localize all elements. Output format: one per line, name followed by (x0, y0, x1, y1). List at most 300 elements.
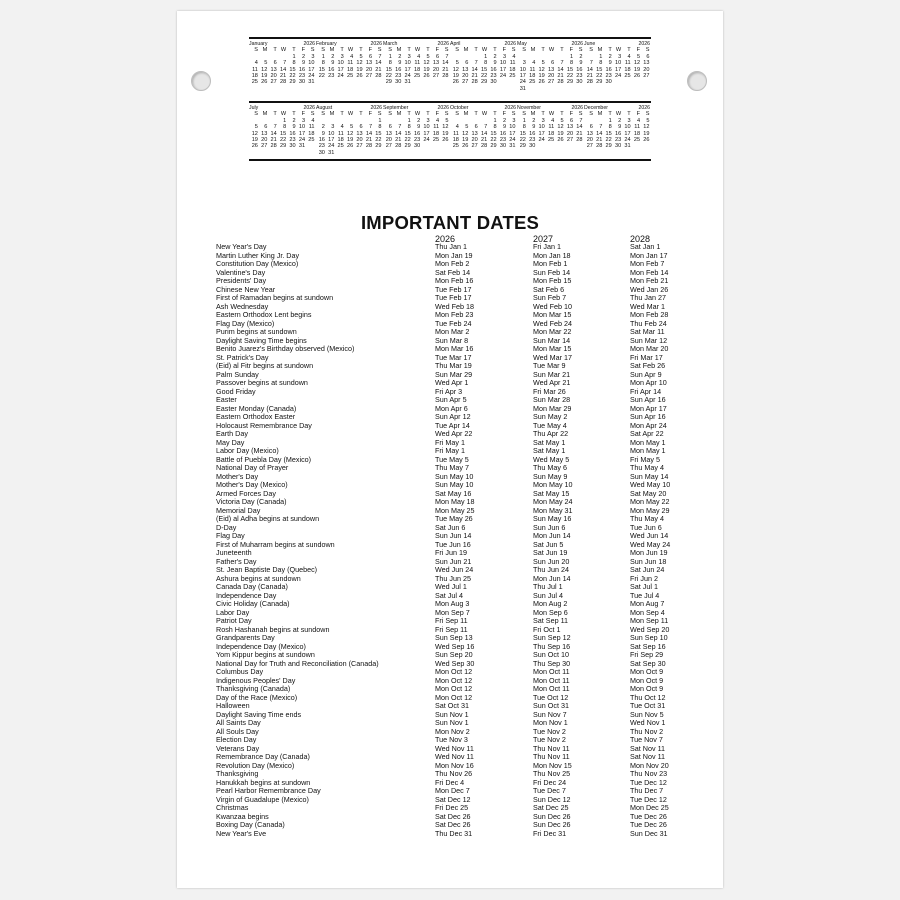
day-number: 20 (385, 137, 392, 144)
day-number: 19 (356, 66, 363, 73)
date-2027: Sun Dec 12 (533, 794, 571, 804)
date-2028: Wed Sep 20 (630, 624, 670, 634)
day-number: 1 (378, 117, 382, 124)
day-number: 10 (404, 60, 411, 67)
holiday-name: Yom Kippur begins at sundown (216, 650, 315, 659)
holiday-name: First of Muharram begins at sundown (216, 539, 335, 549)
day-number: 8 (608, 124, 612, 131)
date-2026: Mon Oct 12 (435, 667, 473, 676)
day-number: 22 (566, 73, 574, 80)
day-number: 30 (576, 79, 583, 86)
week-row (450, 143, 516, 149)
weekday-letter: S (321, 111, 325, 118)
date-2026: Thu Jan 1 (435, 242, 467, 251)
day-number: 26 (557, 137, 564, 144)
day-number: 19 (423, 66, 430, 73)
date-2026: Fri Dec 25 (435, 803, 469, 812)
day-number: 16 (490, 66, 497, 73)
day-number: 14 (279, 66, 287, 73)
weekday-letter: M (463, 47, 469, 54)
weekday-letter: T (426, 111, 430, 118)
holiday-name: Thanksgiving (Canada) (216, 684, 291, 693)
day-number: 10 (509, 124, 516, 131)
date-2027: Mon Feb 1 (533, 259, 568, 268)
day-number: 7 (273, 124, 277, 131)
day-number: 5 (465, 124, 469, 131)
day-number: 8 (569, 60, 574, 67)
day-number: 17 (308, 66, 315, 73)
day-number: 23 (576, 73, 583, 80)
date-2027: Mon May 10 (533, 480, 573, 489)
day-number (574, 143, 583, 149)
weekday-letter: T (560, 47, 564, 54)
weekday-letter: M (262, 111, 268, 118)
day-number: 28 (442, 73, 449, 80)
day-number: 22 (375, 137, 382, 144)
weekday-letter: F (636, 111, 641, 118)
day-number (641, 143, 650, 149)
day-number (497, 79, 506, 85)
day-number: 17 (614, 66, 622, 73)
date-2028: Fri Jun 2 (630, 573, 658, 583)
date-2027: Tue Dec 7 (533, 786, 566, 795)
day-number: 12 (462, 130, 469, 137)
day-number: 14 (596, 130, 603, 137)
day-number: 17 (423, 130, 430, 137)
date-2028: Sat Sep 30 (630, 658, 666, 668)
day-number: 20 (643, 66, 650, 73)
day-number: 13 (586, 130, 593, 137)
month-year: 2026 (303, 41, 315, 47)
week-row (383, 143, 449, 149)
year-header-2027: 2027 (533, 234, 554, 244)
date-2027: Thu Apr 22 (533, 429, 569, 438)
day-number (631, 79, 640, 85)
holiday-name: Passover begins at sundown (216, 378, 308, 387)
day-number: 25 (529, 79, 536, 86)
month-september (383, 105, 449, 150)
holiday-name: Pearl Harbor Remembrance Day (216, 786, 321, 795)
day-number: 8 (407, 124, 411, 131)
day-number: 7 (378, 53, 382, 60)
day-number: 7 (474, 60, 478, 67)
day-number: 18 (509, 66, 516, 73)
day-number: 18 (452, 137, 459, 144)
day-number: 14 (375, 60, 382, 67)
date-2028: Sun Nov 5 (630, 709, 664, 719)
date-2027: Mon Aug 2 (533, 599, 568, 608)
date-2027: Mon Oct 11 (533, 675, 570, 685)
day-number: 12 (557, 124, 564, 131)
day-number: 4 (455, 124, 459, 131)
day-number: 21 (576, 130, 583, 137)
date-2028: Mon Aug 7 (630, 599, 665, 608)
day-number: 19 (442, 130, 449, 137)
day-number (612, 79, 621, 85)
day-number: 21 (375, 66, 382, 73)
day-number: 3 (340, 53, 344, 60)
day-number: 23 (605, 73, 612, 80)
day-number: 1 (321, 53, 325, 60)
day-number: 15 (519, 130, 526, 137)
date-2027: Mon May 24 (533, 497, 573, 506)
day-number: 22 (385, 73, 392, 80)
day-number: 2 (608, 53, 612, 60)
day-number: 31 (509, 143, 516, 150)
day-number: 14 (586, 66, 593, 73)
day-number: 30 (614, 143, 622, 150)
day-number: 26 (442, 137, 449, 144)
weekday-letter: T (627, 47, 631, 54)
date-2028: Thu Dec 7 (630, 786, 664, 795)
date-2027: Sun Nov 7 (533, 709, 567, 719)
day-number: 19 (452, 73, 459, 80)
date-2026: Wed Apr 1 (435, 378, 469, 387)
month-july (249, 105, 315, 150)
weekday-letter: S (377, 111, 382, 118)
day-number: 24 (614, 73, 622, 80)
day-number: 26 (356, 73, 363, 80)
day-number: 10 (308, 60, 315, 67)
day-number: 11 (453, 130, 459, 137)
day-number: 20 (586, 137, 593, 144)
day-number: 30 (605, 79, 612, 86)
day-number: 20 (462, 73, 469, 80)
day-number: 1 (283, 117, 287, 124)
holiday-name: Martin Luther King Jr. Day (216, 250, 300, 260)
day-number: 23 (328, 73, 335, 80)
weekday-letter: T (340, 111, 344, 118)
date-2026: Tue Apr 14 (435, 420, 470, 430)
date-2026: Mon Oct 12 (435, 692, 473, 702)
date-2027: Sun Dec 26 (533, 811, 571, 821)
day-number: 2 (618, 117, 622, 124)
date-2026: Tue Mar 17 (435, 352, 472, 362)
weekday-letter: T (493, 111, 497, 118)
weekday-letter: M (396, 111, 402, 118)
day-number: 1 (388, 53, 392, 60)
weekday-letter: M (530, 111, 536, 118)
day-number: 11 (634, 124, 641, 131)
date-2028: Mon Feb 7 (630, 259, 665, 268)
day-number: 25 (509, 73, 516, 80)
day-number: 13 (356, 130, 363, 137)
day-number: 16 (289, 130, 296, 137)
day-number: 6 (569, 117, 574, 124)
day-number: 11 (337, 130, 344, 137)
day-number: 7 (589, 60, 593, 67)
day-number: 13 (365, 60, 373, 67)
day-number: 21 (480, 137, 488, 144)
weekday-letter: T (273, 47, 277, 54)
day-number: 18 (633, 130, 641, 137)
month-year: 2026 (437, 41, 449, 47)
holiday-name: Purim begins at sundown (216, 327, 297, 336)
date-2028: Mon Oct 9 (630, 684, 664, 693)
date-2028: Sat Nov 11 (630, 743, 666, 753)
day-number (555, 86, 564, 92)
date-2027: Sun Feb 7 (533, 293, 567, 302)
date-2026: Mon Oct 12 (435, 684, 473, 693)
day-number: 11 (347, 60, 354, 67)
date-2027: Tue May 4 (533, 420, 567, 430)
day-number: 11 (529, 66, 536, 73)
date-2026: Wed Feb 18 (435, 301, 475, 311)
holiday-name: Memorial Day (216, 505, 261, 515)
day-number: 29 (385, 79, 392, 86)
day-number: 27 (270, 79, 277, 86)
date-2028: Fri May 5 (630, 454, 660, 464)
date-2027: Thu May 6 (533, 463, 567, 472)
binder-hole-left (191, 71, 211, 91)
day-number: 24 (624, 137, 631, 144)
date-2028: Sun Sep 10 (630, 633, 668, 642)
day-number: 25 (547, 137, 555, 144)
day-number: 12 (538, 66, 545, 73)
holiday-name: Battle of Puebla Day (Mexico) (216, 454, 312, 464)
day-number: 6 (474, 124, 478, 131)
day-number: 23 (395, 73, 402, 80)
date-2026: Wed Jun 24 (435, 565, 474, 574)
date-2027: Thu Sep 30 (533, 658, 571, 668)
day-number: 2 (331, 53, 335, 60)
day-number: 28 (270, 143, 277, 150)
date-2026: Tue May 26 (435, 514, 473, 523)
day-number: 5 (426, 53, 430, 60)
day-number: 15 (490, 130, 497, 137)
date-2028: Sat Sep 16 (630, 641, 666, 651)
calendar-row-jan-jun (249, 37, 651, 101)
month-name: October (450, 105, 469, 111)
date-2028: Thu May 4 (630, 463, 664, 472)
holiday-name: Daylight Saving Time begins (216, 335, 307, 345)
day-number: 27 (385, 143, 392, 150)
month-name: March (383, 41, 398, 47)
day-number: 19 (462, 137, 469, 144)
day-number: 2 (292, 117, 296, 124)
day-number: 30 (499, 143, 507, 150)
date-2028: Sun Apr 16 (630, 412, 666, 421)
day-number: 5 (264, 60, 268, 67)
day-number: 18 (337, 137, 344, 144)
day-number: 30 (490, 79, 497, 86)
date-2027: Mon Jan 18 (533, 250, 571, 260)
date-2027: Fri Dec 24 (533, 777, 567, 787)
day-number: 24 (509, 137, 516, 144)
day-number: 16 (328, 66, 335, 73)
weekday-letter: T (426, 47, 430, 54)
day-number (564, 143, 573, 149)
year-header-2028: 2028 (630, 234, 651, 244)
day-number (555, 143, 564, 149)
day-number: 19 (346, 137, 354, 144)
date-2026: Tue Feb 17 (435, 293, 472, 302)
date-2028: Mon Oct 9 (630, 675, 664, 685)
day-number: 29 (404, 143, 411, 150)
date-2027: Sun Feb 14 (533, 267, 571, 277)
day-number: 3 (618, 53, 622, 60)
day-number: 3 (426, 117, 430, 124)
day-number: 8 (484, 60, 488, 67)
day-number: 16 (605, 66, 612, 73)
day-number: 10 (328, 130, 335, 137)
day-number: 14 (471, 66, 478, 73)
day-number: 3 (502, 53, 507, 60)
day-number: 13 (270, 66, 277, 73)
day-number: 30 (529, 143, 536, 150)
month-year: 2026 (437, 105, 449, 111)
holiday-name: Mother's Day (Mexico) (216, 480, 288, 489)
date-2028: Sun Apr 16 (630, 395, 666, 404)
date-2028: Fri Mar 17 (630, 352, 663, 362)
day-number: 31 (328, 149, 335, 156)
date-row (216, 830, 676, 839)
date-2027: Wed Feb 24 (533, 318, 573, 328)
day-number: 7 (560, 60, 564, 67)
holiday-name: Virgin of Guadalupe (Mexico) (216, 794, 309, 804)
day-number: 27 (586, 143, 593, 150)
weekday-letter: S (455, 47, 459, 54)
day-number: 12 (633, 60, 641, 67)
date-2026: Sun Apr 12 (435, 412, 471, 421)
day-number: 28 (557, 79, 564, 86)
day-number: 28 (586, 79, 593, 86)
day-number: 16 (614, 130, 622, 137)
day-number: 11 (509, 60, 516, 67)
date-2027: Thu Nov 11 (533, 743, 570, 753)
day-number: 16 (529, 130, 536, 137)
holiday-name: National Day for Truth and Reconciliation (Canada) (216, 658, 379, 668)
day-number: 8 (378, 124, 382, 131)
date-2027: Sat Sep 11 (533, 616, 569, 625)
day-number: 19 (633, 66, 641, 73)
holiday-name: Hanukkah begins at sundown (216, 777, 311, 787)
day-number: 14 (480, 130, 488, 137)
weekday-letter: T (273, 111, 277, 118)
weekday-letter: T (292, 47, 296, 54)
day-number: 24 (308, 73, 315, 80)
date-2026: Tue Jun 16 (435, 539, 471, 549)
weekday-letter: F (435, 111, 440, 118)
day-number: 26 (538, 79, 545, 86)
day-number: 26 (423, 73, 430, 80)
holiday-name: Independence Day (Mexico) (216, 641, 306, 651)
day-number: 6 (435, 53, 440, 60)
day-number: 13 (547, 66, 555, 73)
holiday-name: Daylight Saving Time ends (216, 709, 302, 719)
day-number: 31 (519, 85, 526, 92)
day-number: 18 (308, 130, 315, 137)
day-number: 22 (596, 73, 603, 80)
month-year: 2026 (638, 105, 650, 111)
date-2026: Fri Dec 4 (435, 777, 465, 787)
weekday-letter: S (522, 111, 526, 118)
day-number (440, 79, 449, 85)
date-2026: Mon Dec 7 (435, 786, 470, 795)
date-2026: Sun Sep 13 (435, 633, 473, 642)
day-number: 27 (566, 137, 574, 144)
day-number: 16 (499, 130, 507, 137)
holiday-name: Victoria Day (Canada) (216, 497, 287, 506)
date-2028: Thu Nov 2 (630, 726, 664, 736)
day-number: 24 (298, 137, 306, 144)
day-number: 20 (471, 137, 478, 144)
date-2028: Tue Dec 12 (630, 794, 667, 804)
day-number: 11 (624, 60, 631, 67)
holiday-name: D-Day (216, 522, 237, 532)
day-number: 12 (423, 60, 430, 67)
important-dates-title: IMPORTANT DATES (360, 212, 540, 233)
day-number: 26 (633, 73, 641, 80)
holiday-name: Flag Day (Mexico) (216, 318, 275, 328)
day-number: 20 (432, 66, 440, 73)
holiday-name: Easter Monday (Canada) (216, 403, 297, 413)
date-2026: Sun Jun 14 (435, 531, 472, 540)
day-number: 9 (292, 124, 296, 131)
date-2027: Sat Jun 19 (533, 548, 568, 557)
day-number: 29 (279, 143, 287, 150)
holiday-name: New Year's Day (216, 242, 267, 251)
date-2028: Mon Jun 19 (630, 548, 668, 557)
weekday-letter: W (548, 111, 555, 118)
holiday-name: Juneteenth (216, 548, 252, 557)
day-number: 7 (579, 117, 583, 124)
day-number: 2 (321, 124, 325, 131)
day-number: 27 (462, 79, 469, 86)
day-number: 11 (308, 124, 315, 131)
day-number (526, 86, 535, 92)
date-2027: Sat Dec 25 (533, 803, 569, 812)
date-2026: Wed Jul 1 (435, 582, 467, 591)
day-number: 29 (519, 143, 526, 150)
day-number: 10 (298, 124, 306, 131)
date-2028: Mon Sep 4 (630, 607, 665, 617)
date-2026: Sun May 10 (435, 471, 474, 481)
date-2028: Thu Oct 12 (630, 692, 666, 702)
month-october (450, 105, 516, 150)
day-number: 5 (560, 117, 564, 124)
day-number: 7 (484, 124, 488, 131)
day-number: 21 (557, 73, 564, 80)
day-number: 4 (417, 53, 421, 60)
week-row (584, 79, 650, 85)
day-number: 21 (596, 137, 603, 144)
day-number: 10 (538, 124, 545, 131)
day-number: 12 (643, 124, 650, 131)
date-2026: Mon Jan 19 (435, 250, 473, 260)
date-2027: Mon Mar 29 (533, 403, 572, 413)
day-number: 20 (356, 137, 363, 144)
holiday-name: Canada Day (Canada) (216, 582, 288, 591)
day-number: 24 (519, 79, 526, 86)
date-2027: Mon Feb 15 (533, 276, 572, 285)
date-2026: Tue Feb 24 (435, 318, 472, 328)
holiday-name: Civic Holiday (Canada) (216, 599, 290, 608)
date-2027: Fri Dec 31 (533, 828, 567, 838)
month-june (584, 41, 650, 86)
date-2027: Sat Jun 5 (533, 539, 564, 549)
date-2026: Sun Mar 8 (435, 335, 469, 345)
important-dates-table (216, 243, 676, 838)
holiday-name: Day of the Race (Mexico) (216, 692, 298, 702)
day-number: 29 (480, 79, 488, 86)
day-number: 27 (432, 73, 440, 80)
holiday-name: Halloween (216, 701, 250, 710)
week-row (517, 86, 583, 92)
date-2028: Tue Dec 26 (630, 811, 667, 821)
holiday-name: Eastern Orthodox Lent begins (216, 310, 312, 319)
weekday-letter: S (645, 47, 650, 54)
